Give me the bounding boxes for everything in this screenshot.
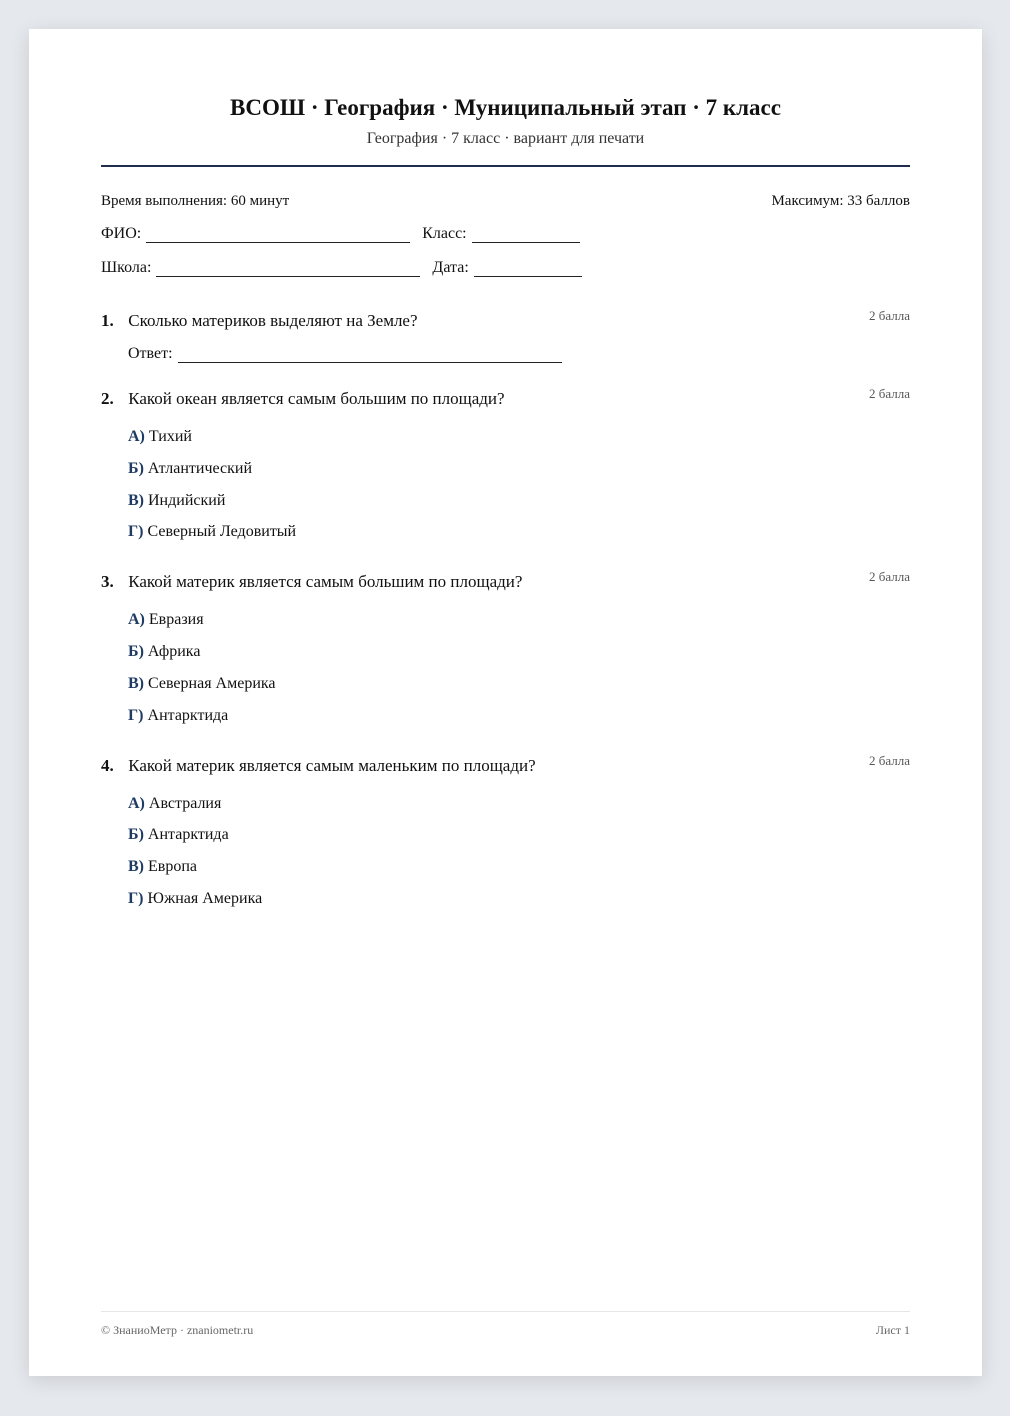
option-text: Австралия (148, 795, 222, 812)
option-a[interactable] (128, 428, 192, 446)
option-text: Европа (148, 858, 197, 875)
option-letter: Б) (128, 460, 144, 477)
option-b[interactable] (128, 460, 252, 478)
question-header (101, 569, 910, 596)
question-header (101, 753, 910, 780)
option-text: Антарктида (147, 707, 229, 724)
answer-row (128, 345, 562, 363)
option-letter: Б) (128, 826, 144, 843)
option-letter: В) (128, 858, 144, 875)
question-points: 2 балла (869, 569, 910, 584)
exam-sheet (29, 29, 982, 1376)
question-header (101, 386, 910, 413)
option-c[interactable] (128, 492, 225, 510)
option-letter: В) (128, 675, 144, 692)
footer-page-number: Лист 1 (875, 1323, 910, 1337)
question-number: 3. (101, 572, 114, 591)
time-limit: Время выполнения: 60 минут (101, 193, 290, 209)
option-text: Индийский (148, 492, 226, 509)
option-text: Атлантический (147, 460, 253, 477)
question-points: 2 балла (869, 386, 910, 401)
option-text: Африка (147, 643, 201, 660)
question-2 (101, 386, 910, 540)
option-a[interactable] (128, 795, 221, 813)
option-text: Антарктида (147, 826, 229, 843)
question-text: Какой материк является самым большим по площади? (128, 572, 523, 591)
question-number: 2. (101, 389, 114, 408)
option-d[interactable] (128, 523, 296, 541)
option-letter: А) (128, 611, 145, 628)
question-points: 2 балла (869, 753, 910, 768)
answer-field[interactable] (178, 346, 562, 363)
option-text: Евразия (148, 611, 204, 628)
question-points: 2 балла (869, 308, 910, 323)
date-field[interactable] (474, 260, 582, 277)
question-text: Какой материк является самым маленьким по площади? (128, 756, 536, 775)
option-letter: А) (128, 428, 145, 445)
fio-field[interactable] (146, 226, 410, 243)
option-letter: Г) (128, 523, 144, 540)
footer-copyright: © ЗнаниоМетр · znaniometr.ru (101, 1323, 254, 1337)
option-letter: Б) (128, 643, 144, 660)
school-label: Школа: (101, 259, 152, 276)
option-text: Южная Америка (147, 890, 263, 907)
question-4 (101, 753, 910, 907)
option-text: Тихий (148, 428, 192, 445)
option-b[interactable] (128, 826, 229, 844)
option-c[interactable] (128, 858, 197, 876)
question-1 (101, 308, 910, 362)
class-label: Класс: (422, 225, 467, 242)
question-number: 1. (101, 311, 114, 330)
question-text: Какой океан является самым большим по площади? (128, 389, 505, 408)
question-3 (101, 569, 910, 724)
option-a[interactable] (128, 611, 204, 629)
answer-label: Ответ: (128, 345, 173, 362)
max-score: Максимум: 33 баллов (771, 193, 910, 209)
date-label: Дата: (432, 259, 469, 276)
option-text: Северная Америка (148, 675, 276, 692)
school-field[interactable] (156, 260, 420, 277)
fio-label: ФИО: (101, 225, 142, 242)
option-text: Северный Ледовитый (147, 523, 297, 540)
fio-class-row (101, 225, 580, 243)
option-letter: В) (128, 492, 144, 509)
question-text: Сколько материков выделяют на Земле? (128, 311, 418, 330)
option-b[interactable] (128, 643, 200, 661)
page-subtitle: География · 7 класс · вариант для печати (366, 130, 645, 147)
option-letter: Г) (128, 707, 144, 724)
page-title: ВСОШ · География · Муниципальный этап · 7 класс (230, 95, 781, 120)
school-date-row (101, 259, 582, 277)
header-divider (101, 165, 910, 167)
question-header (101, 308, 910, 335)
question-number: 4. (101, 756, 114, 775)
option-d[interactable] (128, 890, 262, 908)
option-c[interactable] (128, 675, 276, 693)
option-d[interactable] (128, 707, 228, 725)
option-letter: А) (128, 795, 145, 812)
option-letter: Г) (128, 890, 144, 907)
class-field[interactable] (472, 226, 580, 243)
footer-divider (101, 1311, 910, 1312)
